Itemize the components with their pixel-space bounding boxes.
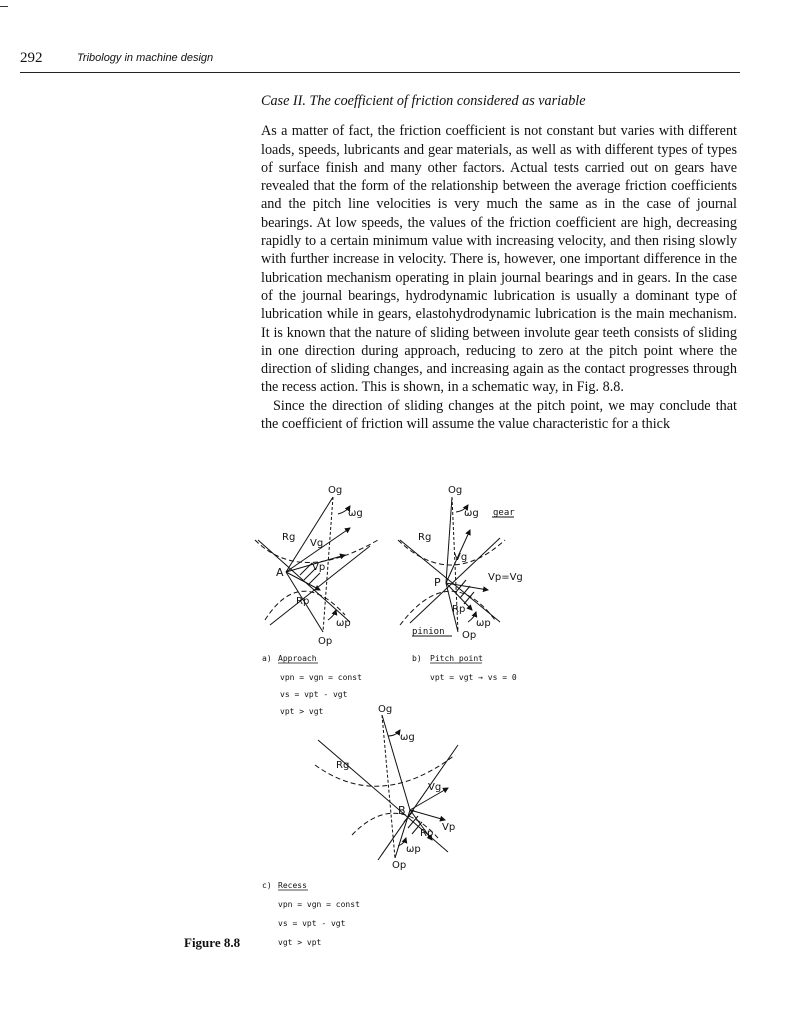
panel-b-radius-gear — [446, 497, 452, 583]
panel-a-vp-label: Vp — [312, 562, 326, 573]
panel-b-wg-label: ωg — [464, 508, 479, 519]
paragraph-1: As a matter of fact, the friction coefficient is not constant but varies with different loads, speeds, lubricants and gear materials, as well as with different types of types of surface finish and many other factors. Actual tests carried out on gears have revealed that the form of the relationship between the average friction coefficients and the pitch line velocities is very much the same as in the case of journal bearings. At low speeds, the values of the friction coefficient are high, decreasing rapidly to a certain minimum value with increasing velocity, and then rising slowly with further increase in velocity. There is, however, one important difference in the lubrication mechanism operating in plain journal bearings and in gears. In the case of the journal bearings, hydrodynamic lubrication is usually a dominant type of lubrication while in gears, elastohydrodynamic lubrication is the main mechanism. It is known that the nature of sliding between involute gear teeth consists of sliding in one direction during approach, reducing to zero at the pitch point where the direction of sliding changes, and increasing again as the contact progresses through the recess action. This is shown, in a schematic way, in Fig. 8.8. — [261, 123, 737, 396]
panel-c-eq3: vgt > vpt — [278, 938, 322, 947]
panel-c-rg-label: Rg — [336, 760, 350, 771]
panel-b-og-label: Og — [448, 485, 463, 496]
panel-c-vg-label: Vg — [428, 782, 442, 793]
panel-b-omega-p-arc — [468, 612, 476, 622]
running-title: Tribology in machine design — [77, 52, 214, 64]
panel-b-gear-label: gear — [493, 508, 515, 518]
panel-a-rp-label: Rp — [296, 596, 310, 607]
panel-c-eq1: vpn = vgn = const — [278, 900, 360, 909]
panel-b-eq1: vpt = vgt → vs = 0 — [430, 673, 517, 682]
panel-c-omega-g-arc — [388, 730, 400, 736]
panel-a-wp-label: ωp — [336, 618, 351, 629]
panel-a-point-label: A — [276, 566, 284, 579]
panel-a-wg-label: ωg — [348, 508, 363, 519]
panel-c-op-label: Op — [392, 860, 407, 871]
panel-a-op-label: Op — [318, 636, 333, 647]
panel-a-line-of-action-2 — [270, 546, 370, 625]
panel-b-letter: b) — [412, 654, 422, 663]
case-heading: Case II. The coefficient of friction considered as variable — [261, 93, 586, 109]
panel-a-eq1: vpn = vgn = const — [280, 673, 362, 682]
panel-c-point-label: B — [398, 804, 406, 817]
panel-a-og-label: Og — [328, 485, 343, 496]
figure-caption: Figure 8.8 — [184, 935, 241, 950]
panel-b-rg-label: Rg — [418, 532, 432, 543]
panel-a-vg-label: Vg — [310, 538, 324, 549]
panel-a-labels — [276, 485, 363, 647]
panel-b-rp-label: Rp — [452, 604, 466, 615]
panel-b-vg-label: Vg — [454, 552, 468, 563]
panel-c-wg-label: ωg — [400, 732, 415, 743]
panel-b-title: Pitch point — [430, 654, 483, 663]
panel-c-letter: c) — [262, 881, 272, 890]
panel-b-op-label: Op — [462, 630, 477, 641]
panel-b-vp-eq-label: Vp=Vg — [488, 572, 523, 583]
panel-c-labels — [336, 704, 455, 871]
panel-a-letter: a) — [262, 654, 272, 663]
panel-b-gear-pitch-arc — [398, 540, 505, 565]
panel-a-omega-p-arc — [328, 610, 336, 620]
panel-a-rg-label: Rg — [282, 532, 296, 543]
panel-a-eq3: vpt > vgt — [280, 707, 324, 716]
panel-c-eq2: vs = vpt - vgt — [278, 919, 346, 928]
panel-c-vp-label: Vp — [442, 822, 456, 833]
panel-c-captions — [262, 881, 360, 947]
panel-c-og-label: Og — [378, 704, 393, 715]
paragraph-2: Since the direction of sliding changes at the pitch point, we may conclude that the coefficient of friction will assume the value characteristic for a thick — [261, 397, 737, 433]
page-number: 292 — [20, 50, 43, 66]
panel-b-pinion-label: pinion — [412, 627, 445, 637]
panel-a-eq2: vs = vpt - vgt — [280, 690, 348, 699]
panel-b-point-label: P — [434, 576, 441, 589]
panel-c-rp-label: Rp — [420, 828, 434, 839]
panel-a-title: Approach — [278, 654, 317, 663]
panel-b-wp-label: ωp — [476, 618, 491, 629]
panel-c-wp-label: ωp — [406, 844, 421, 855]
panel-c-title: Recess — [278, 881, 307, 890]
panel-c-vp-vector — [410, 810, 445, 820]
